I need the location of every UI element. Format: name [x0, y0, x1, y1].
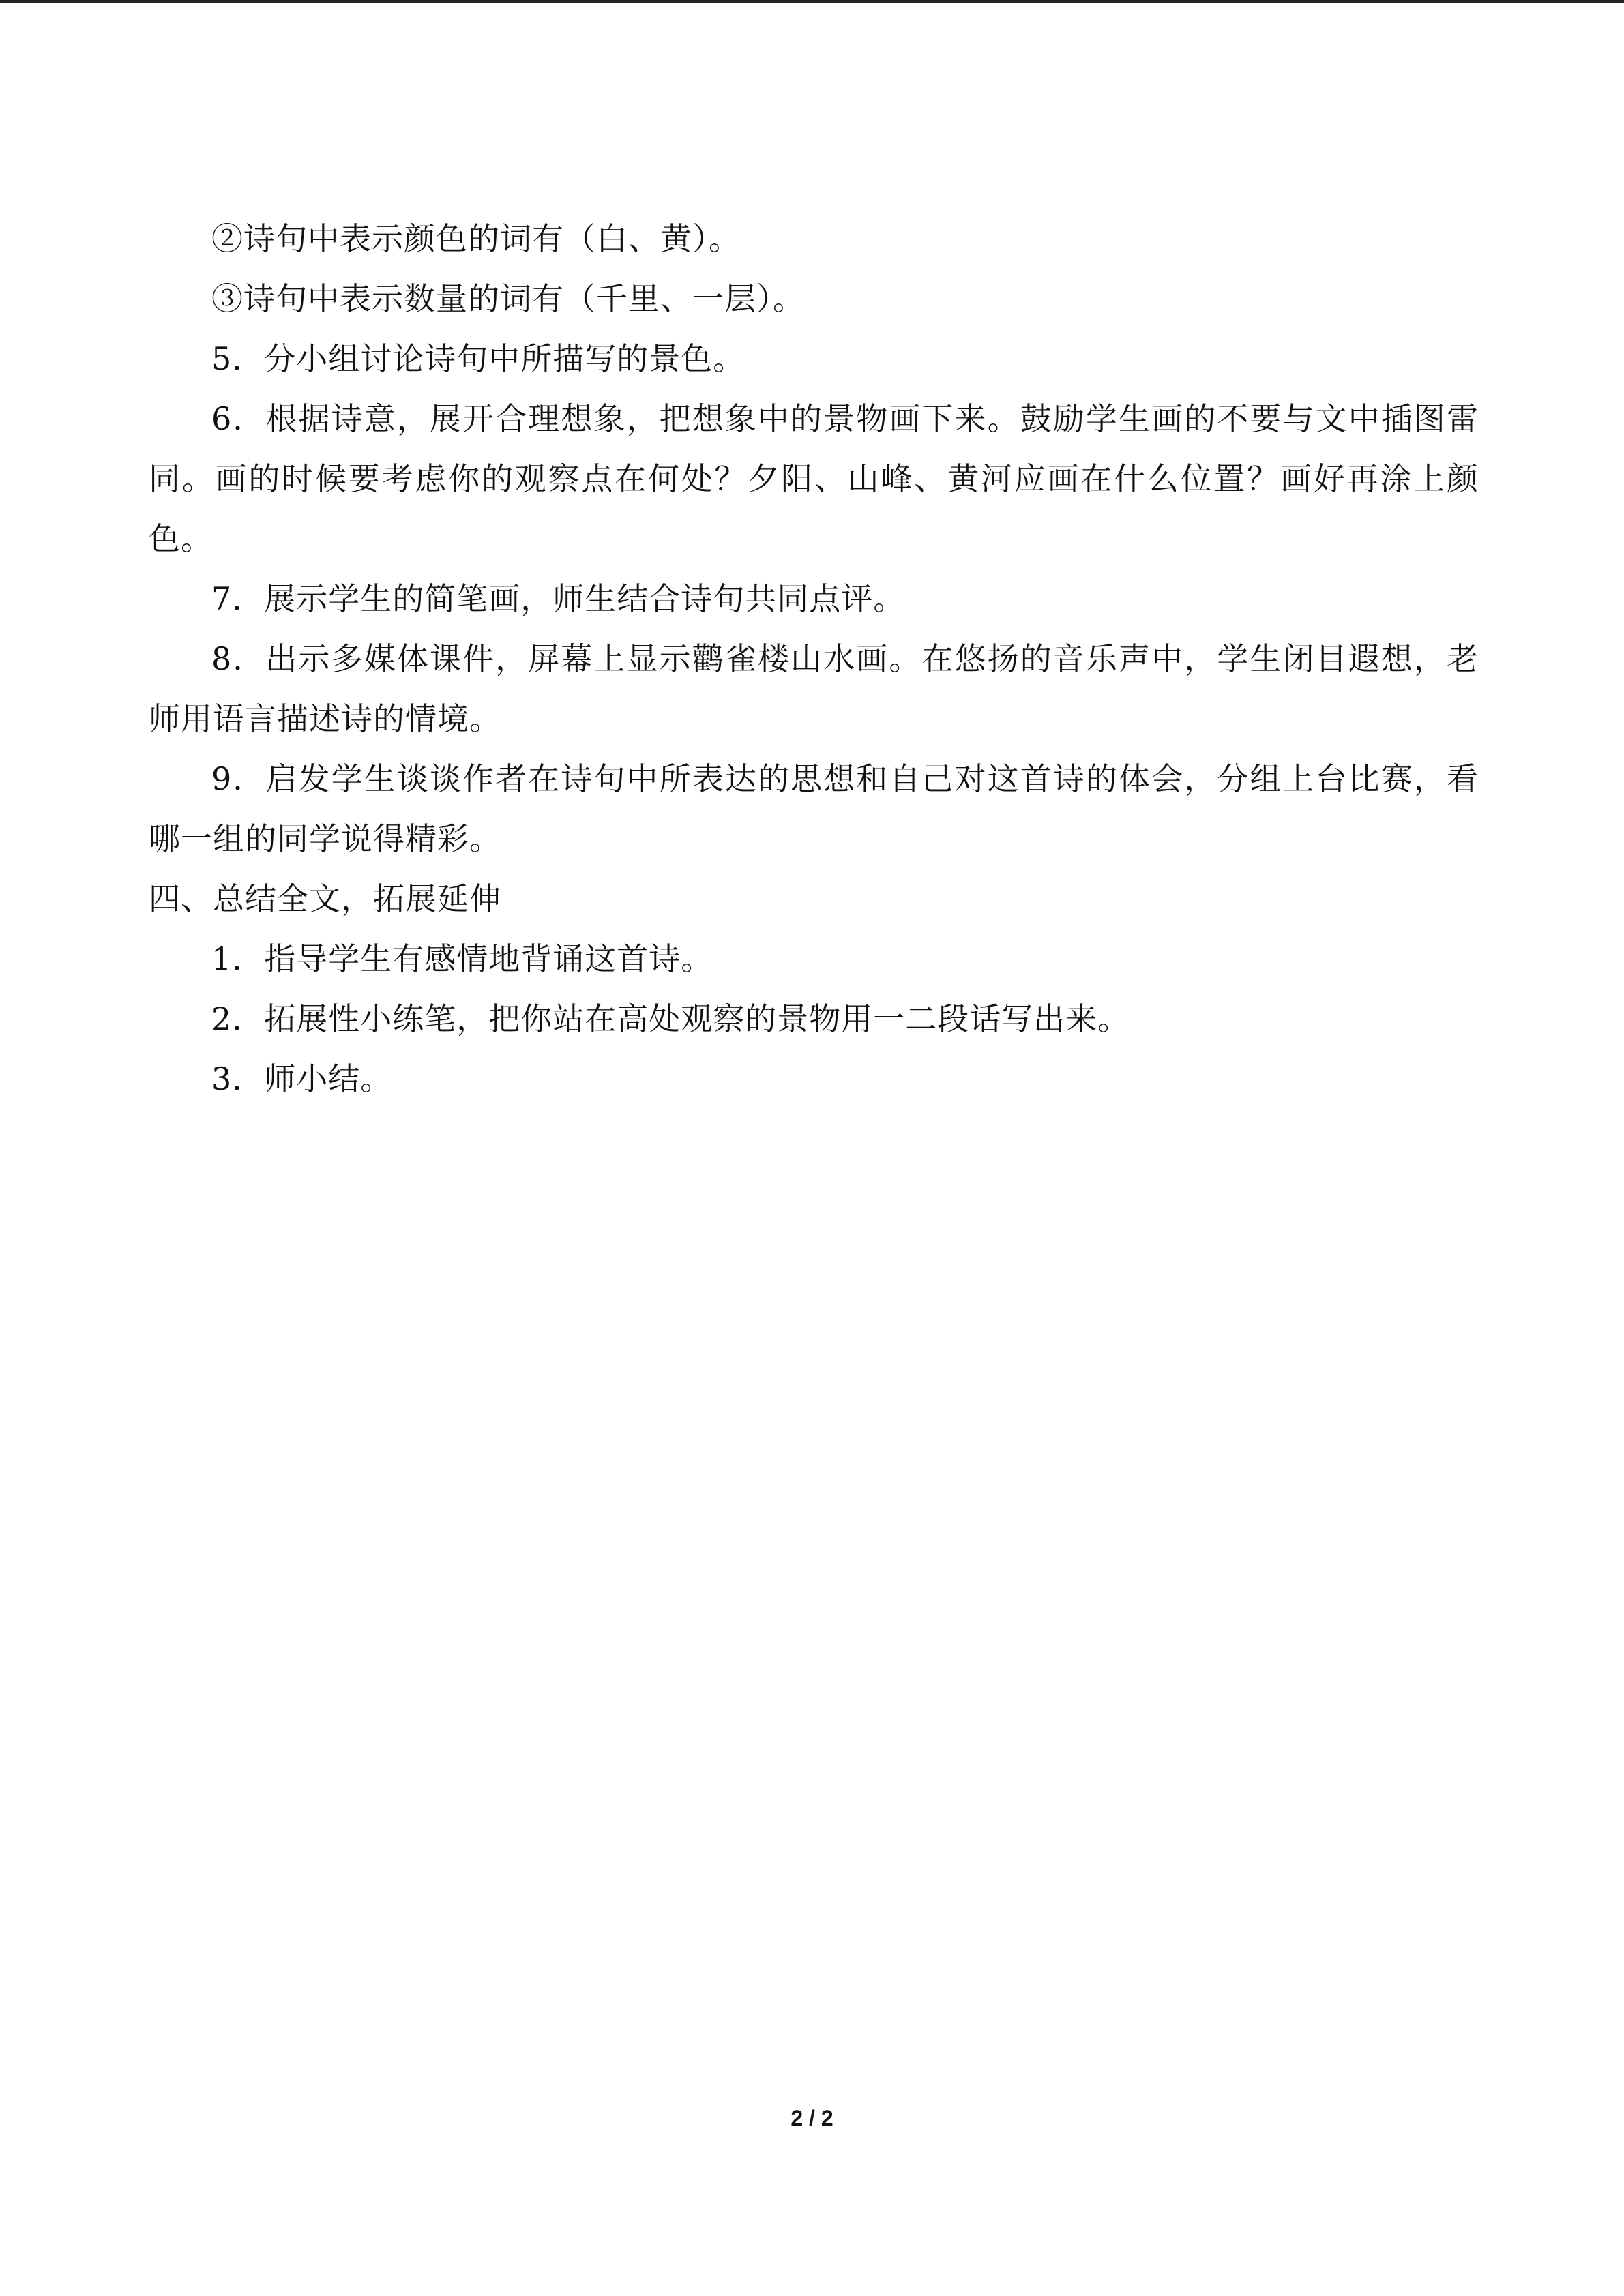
document-body: [149, 209, 1479, 1109]
section-item-3: 3．师小结。: [211, 1060, 393, 1097]
paragraph-step-5: 5．分小组讨论诗句中所描写的景色。: [211, 340, 745, 377]
paragraph-color-words: ②诗句中表示颜色的词有（白、黄）。: [211, 220, 741, 257]
page-number: 2 / 2: [791, 2106, 833, 2130]
paragraph-step-7: 7．展示学生的简笔画，师生结合诗句共同点评。: [211, 580, 906, 617]
paragraph-step-8: 8．出示多媒体课件，屏幕上显示鹳雀楼山水画。在悠扬的音乐声中，学生闭目遐想，老师用语言描述诗的情境。: [149, 640, 1479, 737]
paragraph-number-words: ③诗句中表示数量的词有（千里、一层）。: [211, 280, 805, 317]
section-item-2: 2．拓展性小练笔，把你站在高处观察的景物用一二段话写出来。: [211, 1000, 1130, 1037]
section-heading: 四、总结全文，拓展延伸: [149, 880, 501, 917]
section-item-1: 1．指导学生有感情地背诵这首诗。: [211, 940, 713, 977]
paragraph-step-6: 6．根据诗意，展开合理想象，把想象中的景物画下来。鼓励学生画的不要与文中插图雷同。画的时候要考虑你的观察点在何处？夕阳、山峰、黄河应画在什么位置？画好再涂上颜色。: [149, 400, 1479, 557]
paragraph-step-9: 9．启发学生谈谈作者在诗句中所表达的思想和自己对这首诗的体会，分组上台比赛，看哪一组的同学说得精彩。: [149, 760, 1479, 857]
